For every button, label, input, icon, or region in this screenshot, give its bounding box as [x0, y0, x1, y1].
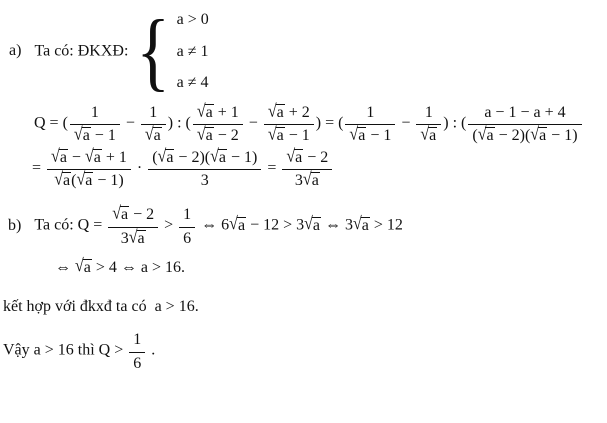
condition-item: a ≠ 4 — [176, 73, 209, 91]
math-text: Vậy a > 16 thì Q > — [3, 341, 128, 359]
radical-sign-icon: √ — [76, 169, 86, 190]
left-brace-icon: { — [136, 3, 171, 100]
final-conclusion — [3, 329, 607, 372]
math-text: ⇔ 3 — [321, 216, 353, 234]
sqrt-radical — [353, 216, 370, 237]
numerator — [282, 147, 332, 170]
sqrt-radical — [129, 229, 146, 248]
denominator — [179, 228, 195, 248]
math-text: 1 — [183, 206, 192, 224]
numerator — [416, 102, 441, 125]
fraction — [282, 147, 332, 190]
part-a-conditions — [9, 3, 607, 100]
radicand: a — [276, 103, 284, 121]
denominator — [345, 125, 395, 145]
math-text: − 1 — [90, 126, 116, 144]
math-text: ⇔ — [55, 258, 75, 276]
radicand: a — [205, 126, 213, 144]
numerator — [264, 102, 314, 125]
math-text: Ta có: Q = — [34, 216, 107, 234]
denominator — [47, 170, 131, 190]
radical-sign-icon: √ — [157, 146, 167, 166]
denominator — [416, 125, 441, 145]
math-text: 1 — [133, 331, 142, 349]
math-text: 6 — [183, 229, 192, 247]
fraction — [193, 102, 243, 145]
fraction — [70, 102, 120, 145]
fraction — [141, 102, 166, 145]
math-text: − 1) — [227, 148, 258, 166]
numerator — [468, 102, 581, 125]
math-text: − 1) — [93, 172, 124, 190]
radicand: a — [361, 216, 369, 234]
math-text: > — [160, 216, 178, 234]
sqrt-radical — [286, 148, 303, 167]
part-b-inequality — [8, 204, 607, 247]
numerator — [129, 329, 145, 352]
sqrt-radical — [145, 126, 162, 145]
math-text: − 2)( — [494, 126, 531, 144]
radical-sign-icon: √ — [420, 124, 430, 144]
sqrt-radical — [229, 216, 246, 237]
sqrt-radical — [304, 216, 321, 237]
sqrt-radical — [268, 103, 285, 122]
math-text: . — [147, 341, 156, 359]
condition-item: a > 0 — [176, 11, 209, 29]
numerator — [179, 204, 195, 227]
sqrt-radical — [420, 126, 437, 145]
numerator — [108, 204, 158, 227]
radicand: a — [539, 126, 547, 144]
radical-sign-icon: √ — [267, 124, 277, 144]
math-text: − 1) — [547, 126, 578, 144]
radicand: a — [166, 148, 174, 166]
radicand: a — [85, 172, 93, 190]
radicand: a — [429, 126, 437, 144]
fraction — [345, 102, 395, 145]
sqrt-radical — [54, 171, 71, 190]
math-text: 1 — [149, 103, 158, 121]
sqrt-radical — [530, 126, 547, 145]
math-text: ⇔ 6 — [197, 216, 230, 234]
radical-sign-icon: √ — [54, 169, 63, 190]
math-text: ( — [71, 172, 77, 190]
radical-sign-icon: √ — [84, 146, 94, 166]
math-text: ) : ( — [167, 113, 191, 131]
radical-sign-icon: √ — [349, 124, 359, 144]
numerator — [345, 102, 395, 125]
denominator — [129, 353, 145, 373]
numerator — [193, 102, 243, 125]
q-derivation-line-1 — [34, 102, 607, 145]
radicand: a — [121, 206, 129, 224]
sqrt-radical — [75, 258, 92, 279]
math-text: − 1 — [284, 126, 310, 144]
radicand: a — [486, 126, 494, 144]
radicand: a — [59, 148, 67, 166]
condition-item: a ≠ 1 — [176, 42, 209, 60]
denominator — [193, 125, 243, 145]
radical-sign-icon: √ — [530, 124, 540, 144]
sqrt-radical — [74, 126, 91, 145]
math-text: + 2 — [284, 103, 310, 121]
math-text: kết hợp với đkxđ ta có a > 16. — [3, 297, 199, 315]
math-text: 1 — [424, 103, 433, 121]
sqrt-radical — [112, 205, 129, 224]
numerator — [47, 147, 131, 170]
math-text: ) = ( — [315, 113, 344, 131]
math-text: · — [132, 159, 147, 177]
math-text: 1 — [366, 103, 375, 121]
numerator — [141, 102, 166, 125]
fraction — [47, 147, 131, 190]
radicand: a — [63, 172, 71, 190]
radicand: a — [237, 216, 246, 234]
radicand: a — [137, 229, 145, 247]
numerator — [70, 102, 120, 125]
radicand: a — [83, 258, 91, 276]
radical-sign-icon: √ — [267, 101, 277, 121]
denominator — [108, 228, 158, 248]
radicand: a — [82, 126, 90, 144]
math-text: = — [263, 159, 281, 177]
radicand: a — [153, 126, 161, 144]
math-text: − 2 — [303, 148, 329, 166]
dkxd-conclusion — [3, 297, 607, 318]
denominator — [148, 170, 261, 190]
math-text: ( — [472, 126, 478, 144]
sqrt-radical — [51, 148, 68, 167]
math-text: − 12 > 3 — [246, 216, 305, 234]
math-text: + 1 — [213, 103, 239, 121]
radical-sign-icon: √ — [73, 124, 83, 144]
numerator — [148, 147, 261, 170]
fraction — [468, 102, 581, 145]
math-text: 3 — [294, 172, 303, 190]
sqrt-radical — [76, 171, 93, 190]
math-text: − — [397, 113, 415, 131]
sqrt-radical — [268, 126, 285, 145]
math-text: = — [32, 159, 46, 177]
denominator — [264, 125, 314, 145]
fraction — [129, 329, 145, 372]
math-text: − 1 — [366, 126, 392, 144]
fraction — [416, 102, 441, 145]
fraction — [108, 204, 158, 247]
math-text: − 2)( — [174, 148, 211, 166]
math-text: 3 — [200, 172, 209, 190]
sqrt-radical — [85, 148, 102, 167]
sqrt-radical — [478, 126, 495, 145]
radicand: a — [218, 148, 226, 166]
sqrt-radical — [303, 171, 320, 190]
radical-sign-icon: √ — [75, 256, 84, 276]
radicand: a — [295, 148, 303, 166]
radicand: a — [276, 126, 284, 144]
radical-sign-icon: √ — [304, 214, 313, 234]
math-text: − — [244, 113, 262, 131]
radical-sign-icon: √ — [353, 214, 362, 234]
q-derivation-line-2 — [32, 147, 607, 190]
radicand: a — [358, 126, 366, 144]
fraction — [148, 147, 261, 190]
radical-sign-icon: √ — [128, 227, 138, 247]
line-label: a) — [9, 42, 22, 60]
math-text: − — [121, 113, 139, 131]
denominator — [70, 125, 120, 145]
radicand: a — [311, 172, 319, 190]
sqrt-radical — [349, 126, 366, 145]
condition-list — [177, 11, 209, 92]
sqrt-radical — [197, 103, 214, 122]
sqrt-radical — [158, 148, 175, 167]
line-label: b) — [8, 216, 22, 234]
radical-sign-icon: √ — [229, 214, 238, 234]
radical-sign-icon: √ — [286, 146, 296, 166]
math-text: − 2 — [213, 126, 239, 144]
math-text: > 12 — [369, 216, 403, 234]
math-text: + 1 — [101, 148, 127, 166]
math-text: Ta có: ĐKXĐ: — [34, 42, 133, 60]
radical-sign-icon: √ — [112, 204, 121, 224]
math-text: 6 — [133, 354, 142, 372]
condition-system — [132, 3, 209, 100]
math-text: − 2 — [129, 206, 155, 224]
denominator — [468, 125, 581, 145]
radicand: a — [205, 103, 213, 121]
math-text: Q = ( — [34, 113, 68, 131]
math-text: ) : ( — [443, 113, 467, 131]
math-text: ( — [152, 148, 158, 166]
radical-sign-icon: √ — [196, 124, 206, 144]
radical-sign-icon: √ — [477, 124, 487, 144]
radical-sign-icon: √ — [51, 146, 60, 166]
math-text: a − 1 − a + 4 — [484, 103, 566, 121]
denominator — [282, 170, 332, 190]
radicand: a — [312, 216, 320, 234]
sqrt-radical — [210, 148, 227, 167]
part-b-continuation — [55, 258, 607, 279]
math-text: > 4 ⇔ a > 16. — [91, 258, 186, 276]
radical-sign-icon: √ — [196, 101, 206, 121]
math-text: − — [67, 148, 85, 166]
fraction — [264, 102, 314, 145]
radicand: a — [93, 148, 101, 166]
radical-sign-icon: √ — [302, 169, 312, 190]
radical-sign-icon: √ — [210, 146, 219, 166]
radical-sign-icon: √ — [144, 124, 154, 144]
fraction — [179, 204, 195, 247]
sqrt-radical — [197, 126, 214, 145]
math-text: 1 — [90, 103, 99, 121]
math-text: 3 — [120, 229, 129, 247]
denominator — [141, 125, 166, 145]
